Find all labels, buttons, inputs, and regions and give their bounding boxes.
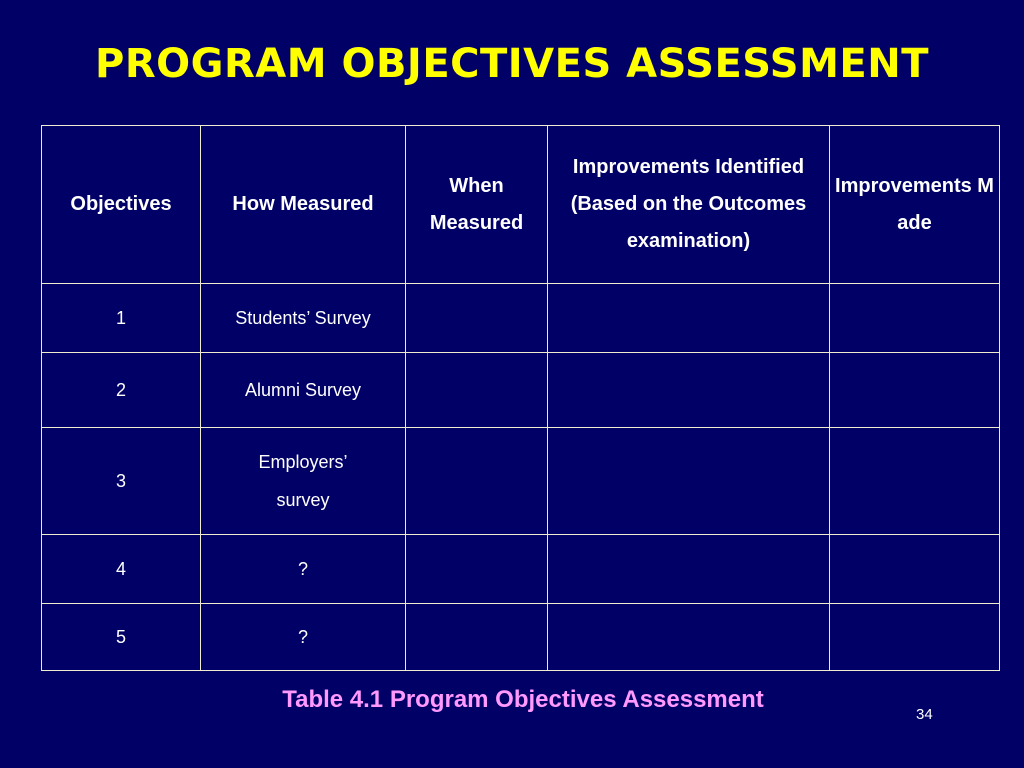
table-row (42, 604, 1000, 671)
improvements-made-cell (830, 284, 1000, 353)
objectives-table (41, 125, 1000, 671)
improvements-identified-cell (548, 353, 830, 428)
when-measured-cell (406, 428, 548, 535)
how-measured-cell: Students’ Survey (201, 284, 406, 353)
table-caption: Table 4.1 Program Objectives Assessment (282, 686, 764, 713)
improvements-made-cell (830, 353, 1000, 428)
how-measured-cell: Employers’ survey (201, 428, 406, 535)
column-header-improvements-made (830, 126, 1000, 284)
when-measured-cell (406, 284, 548, 353)
table-row (42, 428, 1000, 535)
objective-number-cell: 1 (42, 284, 201, 353)
table-row (42, 353, 1000, 428)
improvements-identified-cell (548, 535, 830, 604)
improvements-identified-cell (548, 604, 830, 671)
table-row (42, 535, 1000, 604)
slide-title: PROGRAM OBJECTIVES ASSESSMENT (95, 41, 929, 87)
column-header-objectives: Objectives (42, 126, 201, 284)
how-measured-cell: ? (201, 604, 406, 671)
column-header-improvements-identified: Improvements Identified (Based on the Outcomes examination) (548, 126, 830, 284)
objective-number-cell: 4 (42, 535, 201, 604)
improvements-made-cell (830, 428, 1000, 535)
how-measured-cell: Alumni Survey (201, 353, 406, 428)
table-row (42, 284, 1000, 353)
improvements-made-cell (830, 535, 1000, 604)
how-measured-cell: ? (201, 535, 406, 604)
improvements-made-cell (830, 604, 1000, 671)
when-measured-cell (406, 604, 548, 671)
improvements-identified-cell (548, 428, 830, 535)
when-measured-cell (406, 353, 548, 428)
page-number: 34 (916, 706, 933, 723)
objective-number-cell: 5 (42, 604, 201, 671)
column-header-how-measured: How Measured (201, 126, 406, 284)
improvements-identified-cell (548, 284, 830, 353)
table-header-row (42, 126, 1000, 284)
when-measured-cell (406, 535, 548, 604)
objective-number-cell: 3 (42, 428, 201, 535)
objective-number-cell: 2 (42, 353, 201, 428)
improvements-made-label: Improvements Made (835, 174, 994, 234)
column-header-when-measured: When Measured (406, 126, 548, 284)
